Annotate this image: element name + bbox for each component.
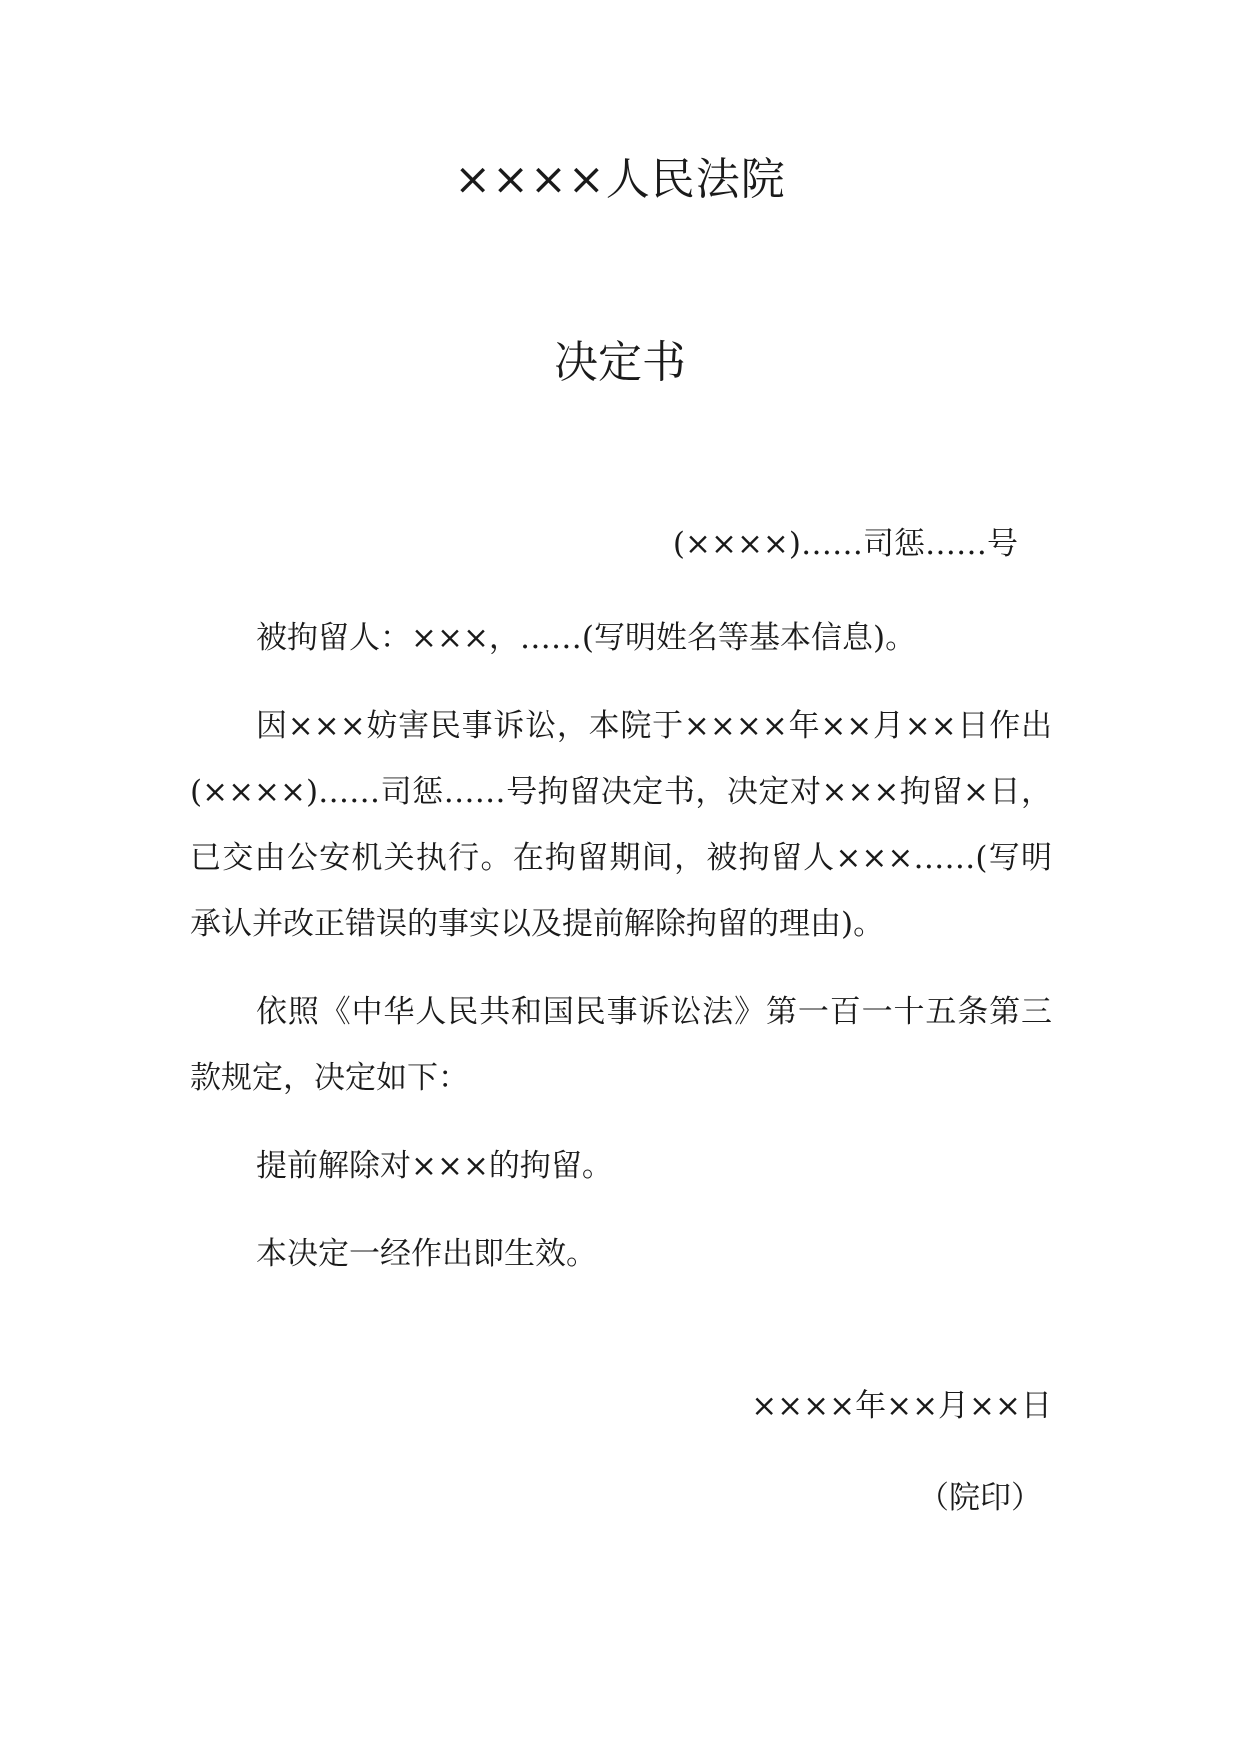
- facts-paragraph: 因×××妨害民事诉讼，本院于××××年××月××日作出(××××)……司惩……号拘留决定书，决定对×××拘留×日，已交由公安机关执行。在拘留期间，被拘留人×××……(写明承认并改正错误的事实以及提前解除拘留的理由)。: [190, 708, 1052, 942]
- legal-basis-paragraph: 依照《中华人民共和国民事诉讼法》第一百一十五条第三款规定，决定如下：: [190, 994, 1052, 1096]
- document-title: 决定书: [554, 337, 686, 388]
- decision-date: ××××年××月××日: [751, 1388, 1052, 1424]
- court-name: ××××人民法院: [454, 154, 786, 205]
- decision-paragraph: 提前解除对×××的拘留。: [256, 1148, 613, 1184]
- effect-paragraph: 本决定一经作出即生效。: [256, 1236, 597, 1272]
- court-seal-label: （院印）: [918, 1480, 1042, 1516]
- detainee-info-paragraph: 被拘留人：×××，……(写明姓名等基本信息)。: [256, 620, 917, 656]
- case-number: (××××)……司惩……号: [672, 526, 1018, 562]
- document-body: [190, 605, 1052, 1309]
